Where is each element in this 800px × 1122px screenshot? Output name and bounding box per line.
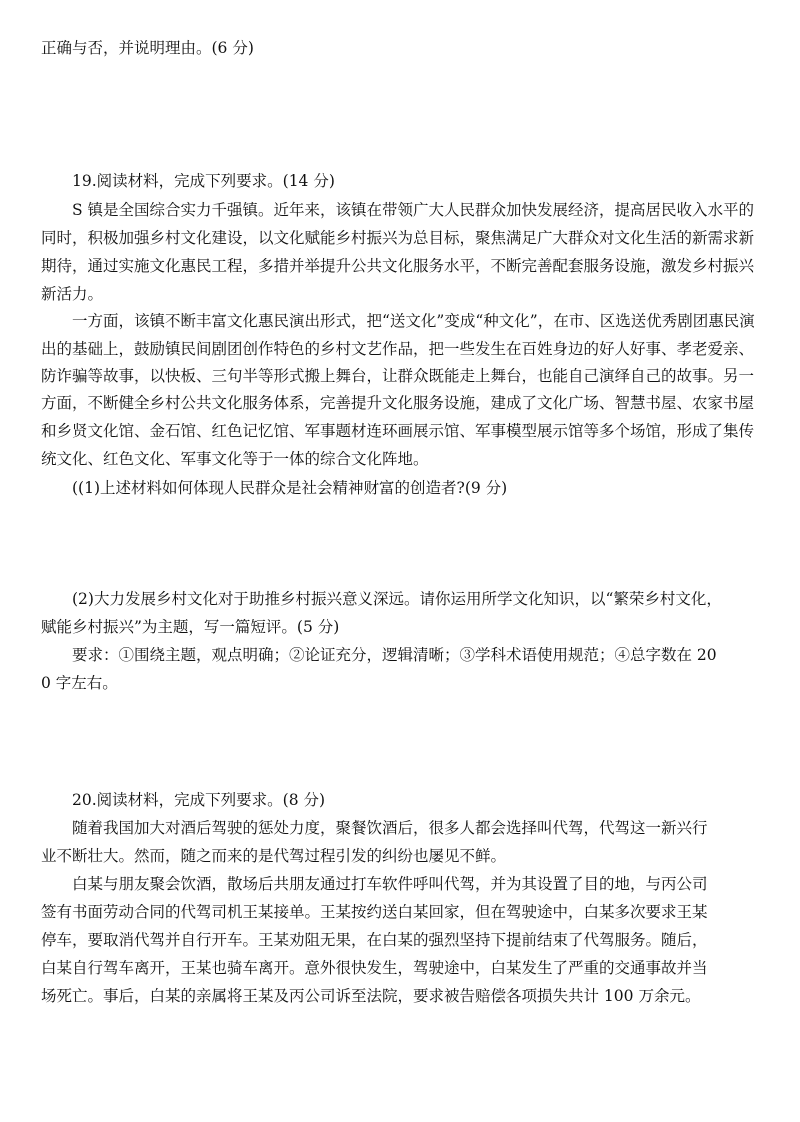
q19-requirements-line-2: 0 字左右。 — [41, 674, 118, 692]
q19-para2-line-5: 和乡贤文化馆、金石馆、红色记忆馆、军事题材连环画展示馆、军事模型展示馆等多个场馆，形成了集传 — [41, 422, 755, 440]
q19-para1-line-3: 期待，通过实施文化惠民工程，多措并举提升公共文化服务水平，不断完善配套服务设施，激发乡村振兴 — [41, 257, 755, 275]
q19-para2-line-3: 防诈骗等故事，以快板、三句半等形式搬上舞台，让群众既能走上舞台，也能自己演绎自己的故事。另一 — [41, 367, 755, 385]
question-19-heading: 19.阅读材料，完成下列要求。(14 分) — [72, 172, 335, 190]
q20-para2-line-1: 白某与朋友聚会饮酒，散场后共朋友通过打车软件呼叫代驾，并为其设置了目的地，与丙公司 — [72, 875, 708, 893]
q19-sub2-line-1: (2)大力发展乡村文化对于助推乡村振兴意义深远。请你运用所学文化知识，以“繁荣乡村文化， — [72, 590, 722, 608]
q19-para2-line-1: 一方面，该镇不断丰富文化惠民演出形式，把“送文化”变成“种文化”，在市、区选送优秀剧团惠民演 — [72, 312, 755, 330]
q19-para2-line-2: 出的基础上，鼓励镇民间剧团创作特色的乡村文艺作品，把一些发生在百姓身边的好人好事、孝老爱亲、 — [41, 340, 755, 358]
q20-para2-line-2: 签有书面劳动合同的代驾司机王某接单。王某按约送白某回家，但在驾驶途中，白某多次要求王某 — [41, 903, 708, 921]
q19-para1-line-4: 新活力。 — [41, 285, 104, 303]
q20-para1-line-2: 业不断壮大。然而，随之而来的是代驾过程引发的纠纷也屡见不鲜。 — [41, 847, 507, 865]
q20-para2-line-3: 停车，要取消代驾并自行开车。王某劝阻无果，在白某的强烈坚持下提前结束了代驾服务。随后， — [41, 931, 708, 949]
q19-sub2-line-2: 赋能乡村振兴”为主题，写一篇短评。(5 分) — [41, 618, 340, 636]
q19-para1-line-2: 同时，积极加强乡村文化建设，以文化赋能乡村振兴为总目标，聚焦满足广大群众对文化生活的新需求新 — [41, 229, 755, 247]
line-1: 正确与否，并说明理由。(6 分) — [41, 39, 254, 57]
q20-para2-line-4: 白某自行驾车离开，王某也骑车离开。意外很快发生，驾驶途中，白某发生了严重的交通事故并当 — [41, 959, 708, 977]
q20-para1-line-1: 随着我国加大对酒后驾驶的惩处力度，聚餐饮酒后，很多人都会选择叫代驾，代驾这一新兴行 — [72, 819, 708, 837]
q19-requirements-line-1: 要求：①围绕主题，观点明确；②论证充分，逻辑清晰；③学科术语使用规范；④总字数在 20 — [72, 646, 717, 664]
q19-para1-line-1: S 镇是全国综合实力千强镇。近年来，该镇在带领广大人民群众加快发展经济，提高居民收入水平的 — [72, 201, 755, 219]
question-20-heading: 20.阅读材料，完成下列要求。(8 分) — [72, 791, 326, 809]
q19-para2-line-4: 方面，不断健全乡村公共文化服务体系，完善提升文化服务设施，建成了文化广场、智慧书屋、农家书屋 — [41, 394, 755, 412]
q19-sub1: ((1)上述材料如何体现人民群众是社会精神财富的创造者?(9 分) — [72, 479, 508, 497]
q19-para2-line-6: 统文化、红色文化、军事文化等于一体的综合文化阵地。 — [41, 450, 429, 468]
q20-para2-line-5: 场死亡。事后，白某的亲属将王某及丙公司诉至法院，要求被告赔偿各项损失共计 100 万余元。 — [41, 987, 701, 1005]
